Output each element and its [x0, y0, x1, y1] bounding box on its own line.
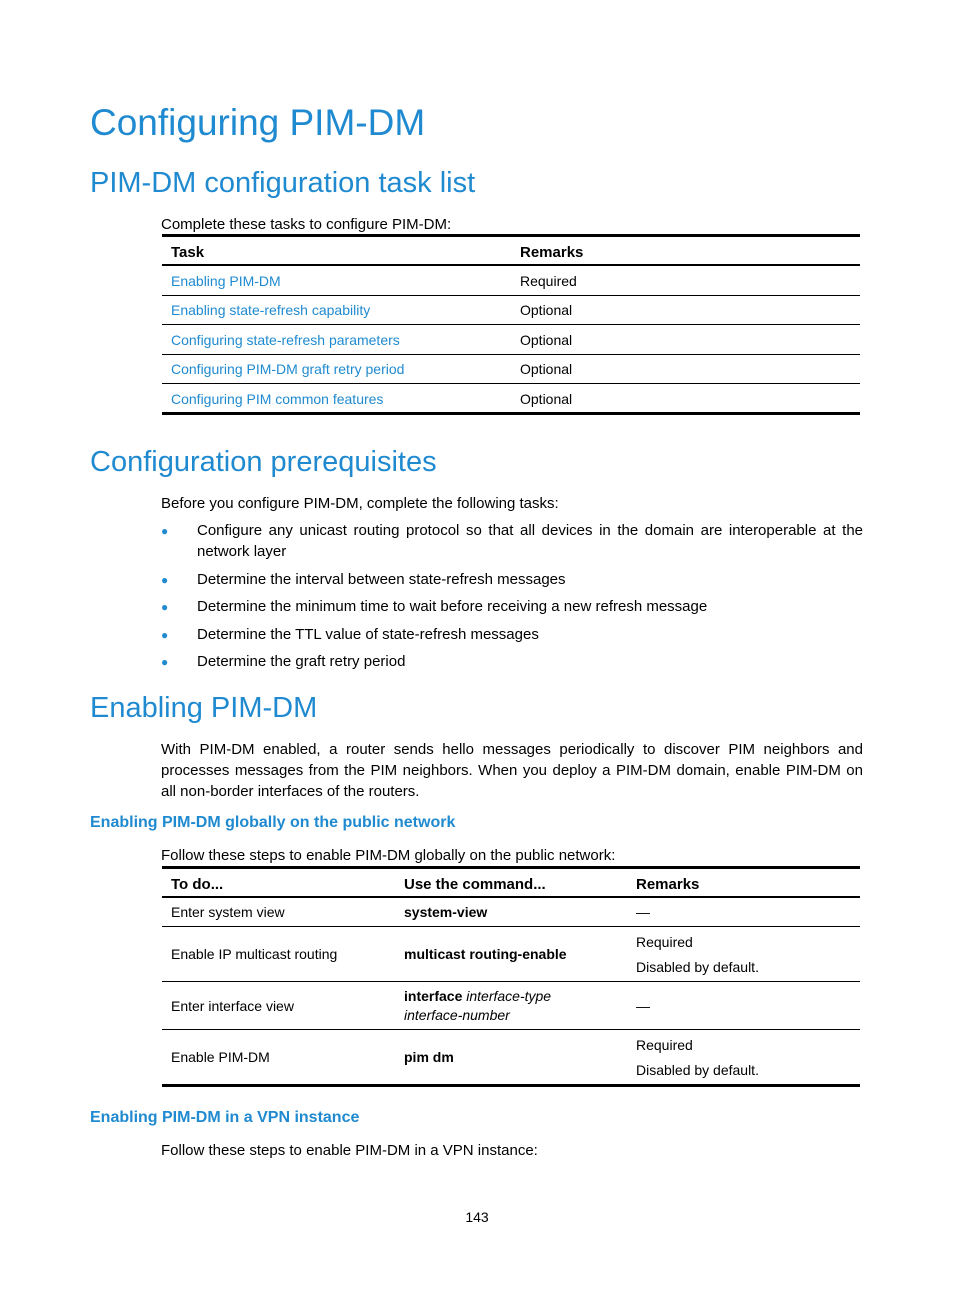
row-divider: [162, 295, 860, 296]
list-item-text: Determine the TTL value of state-refresh messages: [197, 626, 539, 643]
list-item-text: Determine the interval between state-refresh messages: [197, 571, 566, 588]
remarks-cell-note: Disabled by default.: [636, 959, 759, 975]
row-divider: [162, 926, 860, 927]
task-list-intro: Complete these tasks to configure PIM-DM:: [161, 216, 452, 233]
command-cell: [404, 988, 551, 1004]
subsection-heading-global: Enabling PIM-DM globally on the public network: [90, 814, 456, 831]
task-link-state-refresh-parameters[interactable]: Configuring state-refresh parameters: [171, 332, 400, 348]
command-cell: multicast routing-enable: [404, 946, 567, 962]
bullet-icon: ●: [161, 524, 169, 538]
row-divider: [162, 1029, 860, 1030]
command-arg: interface-type: [466, 988, 552, 1004]
remarks-cell: —: [636, 998, 650, 1014]
command-keyword: interface: [404, 988, 463, 1004]
row-divider: [162, 354, 860, 355]
page-title: Configuring PIM-DM: [90, 102, 426, 143]
bullet-icon: ●: [161, 655, 169, 669]
row-divider: [162, 981, 860, 982]
section-heading-enabling-pim-dm: Enabling PIM-DM: [90, 692, 318, 724]
task-remarks: Optional: [520, 302, 573, 318]
remarks-cell: Required: [636, 1037, 693, 1053]
task-remarks: Optional: [520, 332, 573, 348]
bullet-icon: ●: [161, 600, 169, 614]
remarks-cell: —: [636, 904, 650, 920]
table-header-todo: To do...: [171, 876, 224, 893]
command-cell: system-view: [404, 904, 488, 920]
todo-cell: Enable PIM-DM: [171, 1049, 270, 1065]
list-item-text: Determine the graft retry period: [197, 653, 406, 670]
vpn-intro: Follow these steps to enable PIM-DM in a VPN instance:: [161, 1142, 538, 1159]
todo-cell: Enable IP multicast routing: [171, 946, 338, 962]
table-top-rule: [162, 234, 860, 237]
task-link-state-refresh-capability[interactable]: Enabling state-refresh capability: [171, 302, 371, 318]
todo-cell: Enter system view: [171, 904, 285, 920]
task-link-enabling-pim-dm[interactable]: Enabling PIM-DM: [171, 273, 281, 289]
global-intro: Follow these steps to enable PIM-DM globally on the public network:: [161, 847, 616, 864]
table-header-task: Task: [171, 244, 205, 261]
command-arg: interface-number: [404, 1007, 510, 1023]
todo-cell: Enter interface view: [171, 998, 294, 1014]
bullet-icon: ●: [161, 573, 169, 587]
task-remarks: Required: [520, 273, 577, 289]
table-header-command: Use the command...: [404, 876, 546, 893]
enabling-intro: With PIM-DM enabled, a router sends hello messages periodically to discover PIM neighbors and processes messages from the PIM neighbors. When you deploy a PIM-DM domain, enable PIM-DM on all non-border interfaces of the routers.: [161, 741, 863, 800]
table-header-remarks: Remarks: [636, 876, 700, 893]
table-bottom-rule: [162, 412, 860, 415]
table-top-rule: [162, 866, 860, 869]
list-item-text: Determine the minimum time to wait before receiving a new refresh message: [197, 598, 708, 615]
section-heading-prerequisites: Configuration prerequisites: [90, 446, 437, 478]
remarks-cell: Required: [636, 934, 693, 950]
row-divider: [162, 383, 860, 384]
section-heading-task-list: PIM-DM configuration task list: [90, 167, 476, 199]
list-item-text: Configure any unicast routing protocol so that all devices in the domain are interoperable at the network layer: [197, 522, 863, 560]
remarks-cell-note: Disabled by default.: [636, 1062, 759, 1078]
subsection-heading-vpn: Enabling PIM-DM in a VPN instance: [90, 1109, 360, 1126]
table-header-remarks: Remarks: [520, 244, 584, 261]
bullet-icon: ●: [161, 628, 169, 642]
table-bottom-rule: [162, 1084, 860, 1087]
table-header-rule: [162, 896, 860, 898]
task-remarks: Optional: [520, 361, 573, 377]
task-link-pim-common-features[interactable]: Configuring PIM common features: [171, 391, 384, 407]
table-header-rule: [162, 264, 860, 266]
command-cell: pim dm: [404, 1049, 454, 1065]
task-link-graft-retry-period[interactable]: Configuring PIM-DM graft retry period: [171, 361, 405, 377]
prerequisites-intro: Before you configure PIM-DM, complete the following tasks:: [161, 495, 559, 512]
page-number: 143: [465, 1209, 489, 1225]
task-remarks: Optional: [520, 391, 573, 407]
row-divider: [162, 324, 860, 325]
